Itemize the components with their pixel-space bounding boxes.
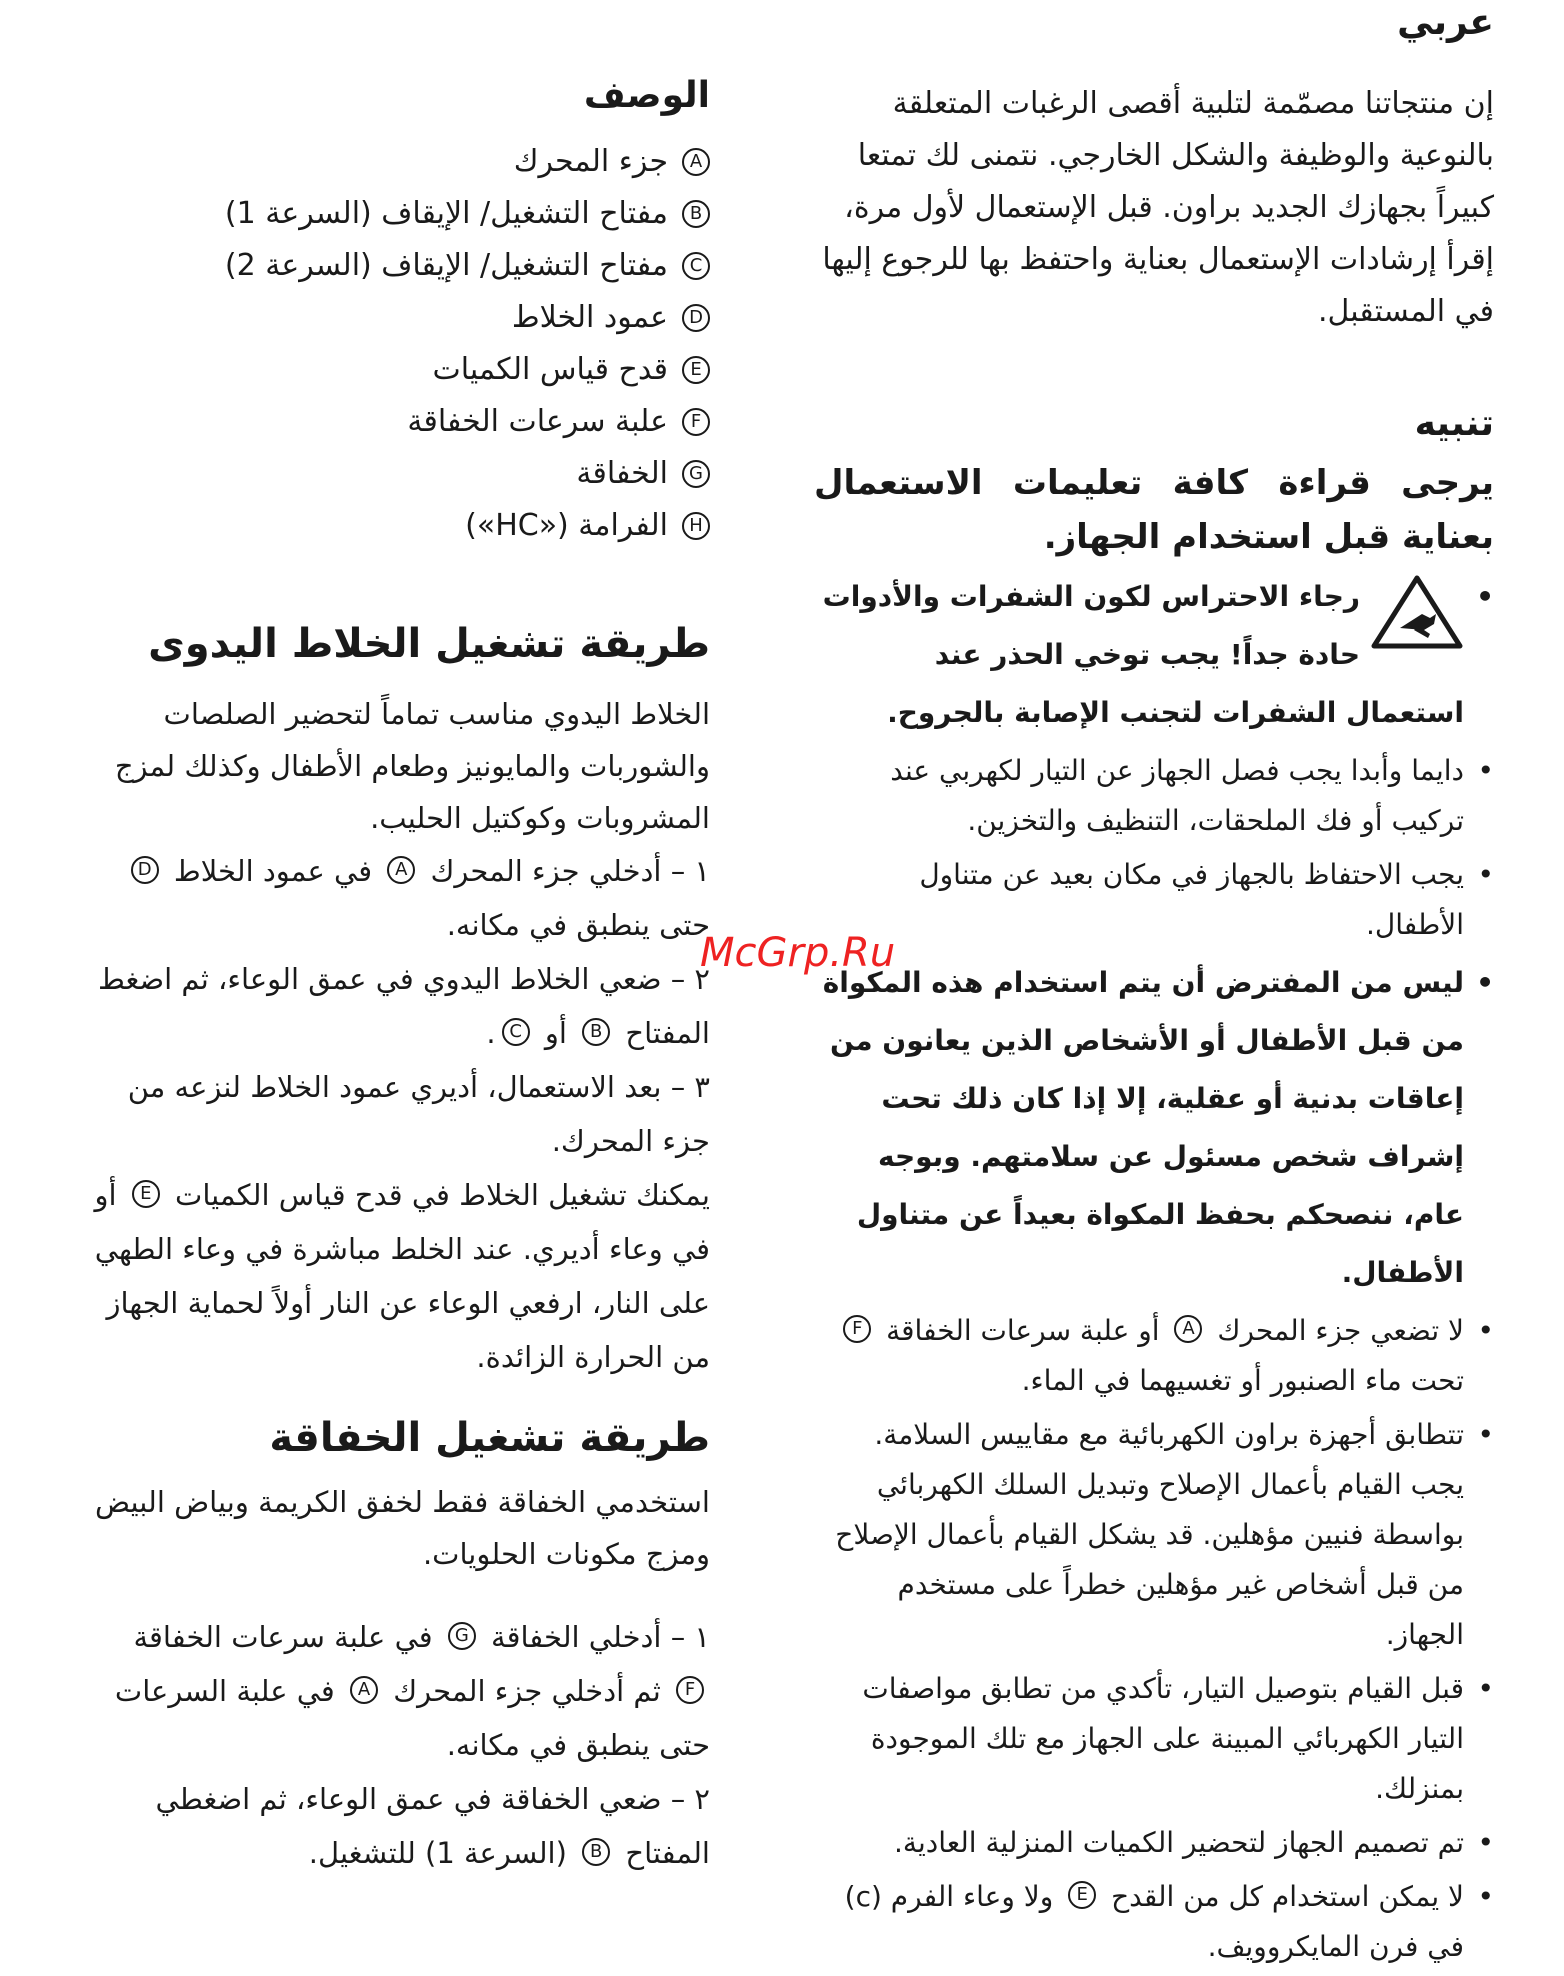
part-item [225, 292, 710, 344]
step-item [90, 1772, 710, 1880]
list-item-text: تم تصميم الجهاز لتحضير الكميات المنزلية العادية. [894, 1826, 1464, 1859]
part-marker-a: A [350, 1676, 378, 1704]
hand-blender-section [90, 616, 710, 1384]
part-label: مفتاح التشغيل/ الإيقاف (السرعة 1) [224, 196, 668, 231]
part-item [225, 344, 710, 396]
description-title: الوصف [583, 75, 710, 116]
bullet-icon: • [1477, 1880, 1494, 1913]
list-item-text: ليس من المفترض أن يتم استخدام هذه المكواة من قبل الأطفال أو الأشخاص الذين يعانون من إعاقات بدنية أو عقلية، إلا إذا كان ذلك تحت إشراف شخص مسئول عن سلامتهم. وبوجه عام، ننصحكم بحفظ المكواة بعيداً عن متناول الأطفال. [822, 966, 1464, 1289]
part-marker-a: A [1174, 1315, 1202, 1343]
parts-list [225, 136, 710, 552]
part-letter-b: B [682, 200, 710, 228]
part-letter-a: A [682, 148, 710, 176]
part-item [225, 500, 710, 552]
whisk-steps [90, 1610, 710, 1880]
part-marker-e: E [1068, 1881, 1096, 1909]
step-text: ٣ – بعد الاستعمال، أديري عمود الخلاط لنزعه من جزء المحرك. [127, 1070, 710, 1158]
right-column [814, 0, 1494, 1963]
hand-blender-title: طريقة تشغيل الخلاط اليدوى [148, 621, 710, 667]
part-label: الخفاقة [576, 456, 668, 491]
part-item [225, 188, 710, 240]
safety-list [814, 568, 1494, 1976]
part-item [225, 448, 710, 500]
watermark: McGrp.Ru [700, 930, 896, 976]
warning-title: تنبيه [1414, 403, 1494, 444]
part-letter-e: E [682, 356, 710, 384]
part-letter-f: F [682, 408, 710, 436]
list-item [814, 1664, 1494, 1814]
bullet-icon: • [1477, 1314, 1494, 1347]
left-column [90, 0, 710, 1905]
part-letter-d: D [682, 304, 710, 332]
part-marker-e: E [132, 1180, 160, 1208]
part-marker-f: F [676, 1676, 704, 1704]
hand-blender-note [90, 1168, 710, 1384]
list-item [814, 1818, 1494, 1868]
part-label: جزء المحرك [513, 144, 668, 179]
part-label: قدح قياس الكميات [432, 352, 668, 387]
whisk-title: طريقة تشغيل الخفاقة [269, 1415, 710, 1461]
list-item [814, 568, 1494, 742]
list-item [814, 1410, 1494, 1660]
step-item [90, 844, 710, 952]
bullet-icon: • [1477, 858, 1494, 891]
part-marker-b: B [582, 1838, 610, 1866]
step-text: ١ – أدخلي الخفاقة G في علبة سرعات الخفاقة F ثم أدخلي جزء المحرك A في علبة السرعات حتى ينطبق في مكانه. [114, 1620, 710, 1762]
step-text: ٢ – ضعي الخلاط اليدوي في عمق الوعاء، ثم اضغط المفتاح B أو C. [97, 962, 710, 1050]
list-item-text: لا تضعي جزء المحرك A أو علبة سرعات الخفاقة F تحت ماء الصنبور أو تغسيهما في الماء. [837, 1314, 1464, 1397]
step-item [90, 952, 710, 1060]
list-item [814, 1306, 1494, 1406]
part-item [225, 136, 710, 188]
bullet-icon: • [1477, 1826, 1494, 1859]
part-letter-h: H [682, 512, 710, 540]
part-marker-d: D [131, 856, 159, 884]
step-text: ٢ – ضعي الخفاقة في عمق الوعاء، ثم اضغطي المفتاح B (السرعة 1) للتشغيل. [155, 1782, 710, 1870]
part-letter-g: G [682, 460, 710, 488]
bullet-icon: • [1476, 966, 1494, 999]
part-label: الفرامة («HC») [465, 508, 668, 543]
list-item-text: تتطابق أجهزة براون الكهربائية مع مقاييس السلامة. يجب القيام بأعمال الإصلاح وتبديل السلك الكهربائي بواسطة فنيين مؤهلين. قد يشكل القيام بأعمال الإصلاح من قبل أشخاص غير مؤهلين خطراً على مستخدم الجهاز. [835, 1418, 1464, 1651]
list-item [814, 850, 1494, 950]
part-label: عمود الخلاط [511, 300, 668, 335]
step-item [90, 1060, 710, 1168]
note-text: يمكنك تشغيل الخلاط في قدح قياس الكميات E أو في وعاء أديري. عند الخلط مباشرة في وعاء الطهي على النار، ارفعي الوعاء عن النار أولاً لحماية الجهاز من الحرارة الزائدة. [94, 1178, 710, 1374]
part-label: علبة سرعات الخفاقة [407, 404, 668, 439]
part-marker-g: G [448, 1622, 476, 1650]
whisk-section [90, 1410, 710, 1880]
bullet-icon: • [1477, 1672, 1494, 1705]
step-text: ١ – أدخلي جزء المحرك A في عمود الخلاط D حتى ينطبق في مكانه. [125, 854, 710, 942]
part-marker-a: A [387, 856, 415, 884]
list-item [814, 954, 1494, 1302]
list-item-text: لا يمكن استخدام كل من القدح E ولا وعاء الفرم (c) في فرن المايكروويف. [844, 1880, 1464, 1963]
list-item-text: يجب الاحتفاظ بالجهاز في مكان بعيد عن متناول الأطفال. [919, 858, 1464, 941]
bullet-icon: • [1476, 580, 1494, 613]
part-letter-c: C [682, 252, 710, 280]
list-item [814, 746, 1494, 846]
bullet-icon: • [1477, 754, 1494, 787]
part-label: مفتاح التشغيل/ الإيقاف (السرعة 2) [224, 248, 668, 283]
list-item [814, 1872, 1494, 1972]
hand-blender-steps [90, 844, 710, 1168]
step-item [90, 1610, 710, 1772]
bullet-icon: • [1477, 1418, 1494, 1451]
warning-text: يرجى قراءة كافة تعليمات الاستعمال بعناية قبل استخدام الجهاز. [814, 463, 1494, 557]
list-item-text: دايما وأبدا يجب فصل الجهاز عن التيار لكهربي عند تركيب أو فك الملحقات، التنظيف والتخزين. [890, 754, 1464, 837]
list-item-text: قبل القيام بتوصيل التيار، تأكدي من تطابق مواصفات التيار الكهربائي المبينة على الجهاز مع تلك الموجودة بمنزلك. [862, 1672, 1464, 1805]
part-item [225, 240, 710, 292]
part-marker-f: F [843, 1315, 871, 1343]
intro-paragraph: إن منتجاتنا مصمّمة لتلبية أقصى الرغبات المتعلقة بالنوعية والوظيفة والشكل الخارجي. نتمنى لك تمتعا كبيراً بجهازك الجديد براون. قبل الإستعمال لأول مرة، إقرأ إرشادات الإستعمال بعناية واحتفظ بها للرجوع إليها في المستقبل. [822, 86, 1494, 329]
whisk-intro: استخدمي الخفاقة فقط لخفق الكريمة وبياض البيض ومزج مكونات الحلويات. [94, 1485, 710, 1571]
list-item-text: رجاء الاحتراس لكون الشفرات والأدوات حادة جداً! يجب توخي الحذر عند استعمال الشفرات لتجنب الإصابة بالجروح. [822, 580, 1464, 729]
part-marker-c: C [502, 1018, 530, 1046]
language-heading: عربي [1397, 2, 1494, 43]
hand-blender-intro: الخلاط اليدوي مناسب تماماً لتحضير الصلصات والشوربات والمايونيز وطعام الأطفال وكذلك لمزج المشروبات وكوكتيل الحليب. [114, 697, 710, 835]
part-marker-b: B [582, 1018, 610, 1046]
part-item [225, 396, 710, 448]
blade-hazard-icon [1370, 574, 1464, 650]
